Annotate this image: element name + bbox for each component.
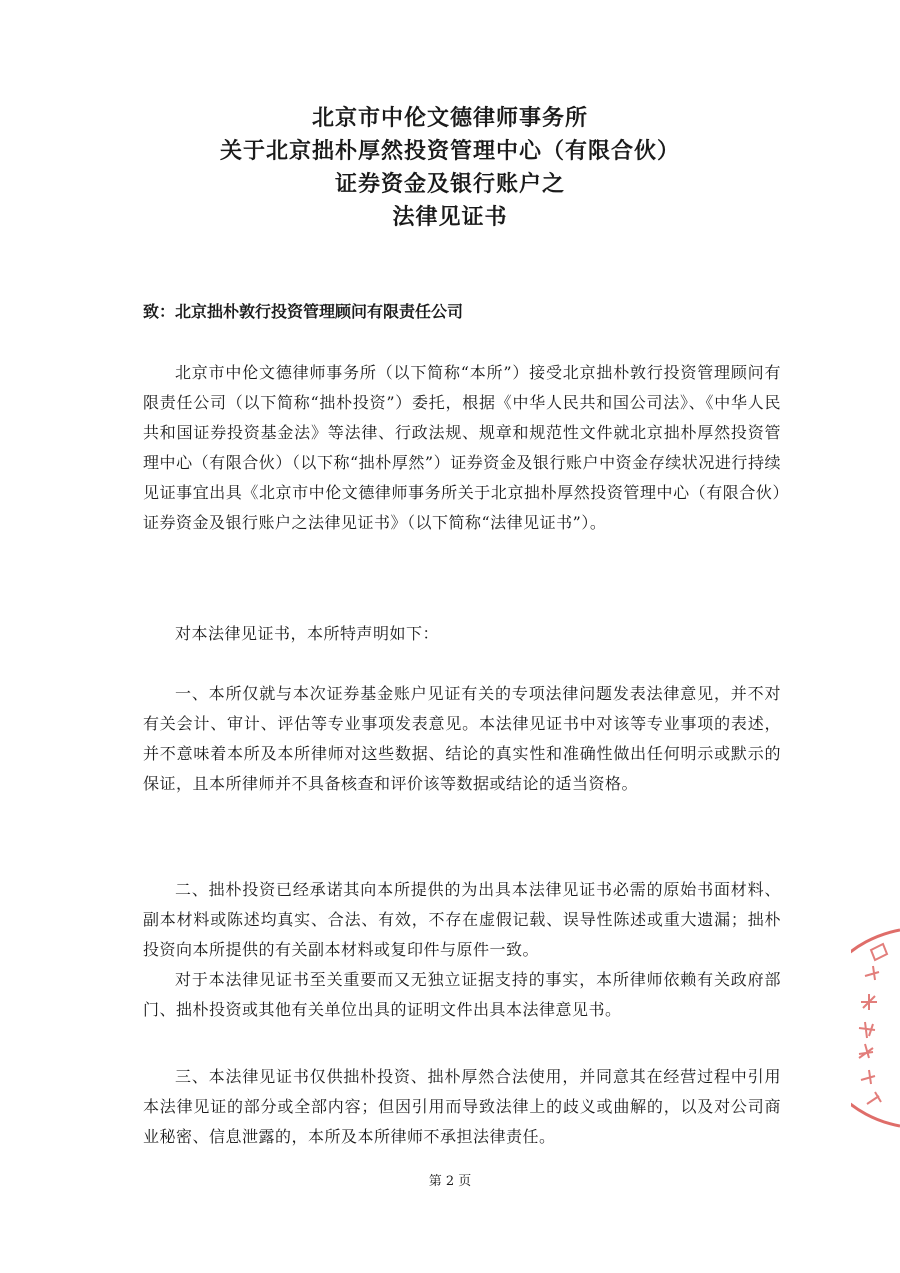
title-line-subject: 关于北京拙朴厚然投资管理中心（有限合伙）: [219, 138, 680, 164]
item-3-paragraph: 三、本法律见证书仅供拙朴投资、拙朴厚然合法使用，并同意其在经营过程中引用本法律见证的部分或全部内容；但因引用而导致法律上的歧义或曲解的，以及对公司商业秘密、信息泄露的，本所及本所律师不承担法律责任。: [143, 1067, 781, 1146]
title-line-certificate: 法律见证书: [392, 204, 508, 230]
intro-paragraph-block: [143, 358, 781, 538]
seal-stamp-icon: [851, 928, 900, 1128]
item-2-block: [143, 875, 781, 965]
declaration-paragraph: 对本法律见证书，本所特声明如下：: [175, 624, 440, 643]
declaration-paragraph-block: [143, 619, 781, 649]
title-line-accounts: 证券资金及银行账户之: [334, 171, 565, 197]
addressee-line: 致：北京拙朴敦行投资管理顾问有限责任公司: [143, 302, 464, 321]
item-1-block: [143, 679, 781, 799]
document-title: [150, 102, 750, 234]
item-2-continued-paragraph: 对于本法律见证书至关重要而又无独立证据支持的事实，本所律师依赖有关政府部门、拙朴投资或其他有关单位出具的证明文件出具本法律意见书。: [143, 970, 781, 1019]
intro-paragraph: 北京市中伦文德律师事务所（以下简称“本所”）接受北京拙朴敦行投资管理顾问有限责任公司（以下简称“拙朴投资”）委托，根据《中华人民共和国公司法》、《中华人民共和国证券投资基金法》等法律、行政法规、规章和规范性文件就北京拙朴厚然投资管理中心（有限合伙）（以下称“拙朴厚然”）证券资金及银行账户中资金存续状况进行持续见证事宜出具《北京市中伦文德律师事务所关于北京拙朴厚然投资管理中心（有限合伙）证券资金及银行账户之法律见证书》（以下简称“法律见证书”）。: [143, 363, 781, 532]
item-2-continued-block: [143, 965, 781, 1025]
page-number: 第 2 页: [428, 1174, 472, 1189]
title-line-firm: 北京市中伦文德律师事务所: [311, 105, 588, 131]
item-2-paragraph: 二、拙朴投资已经承诺其向本所提供的为出具本法律见证书必需的原始书面材料、副本材料或陈述均真实、合法、有效，不存在虚假记载、误导性陈述或重大遗漏；拙朴投资向本所提供的有关副本材料或复印件与原件一致。: [143, 880, 781, 959]
item-3-block: [143, 1062, 781, 1152]
item-1-paragraph: 一、本所仅就与本次证券基金账户见证有关的专项法律问题发表法律意见，并不对有关会计、审计、评估等专业事项发表意见。本法律见证书中对该等专业事项的表述，并不意味着本所及本所律师对这些数据、结论的真实性和准确性做出任何明示或默示的保证，且本所律师并不具备核查和评价该等数据或结论的适当资格。: [143, 684, 781, 793]
